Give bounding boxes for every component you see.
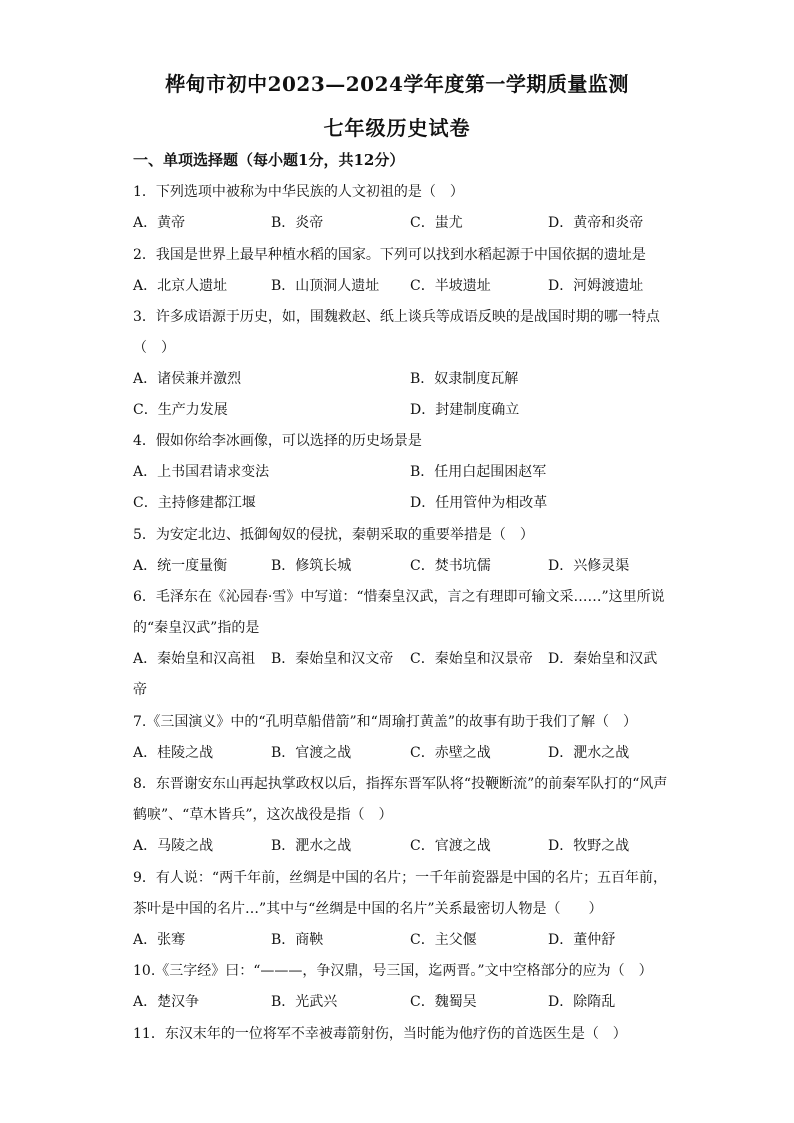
question-10-options — [133, 991, 693, 1013]
option-d: D．兴修灵渠 — [548, 558, 630, 574]
option-b: B．淝水之战 — [271, 838, 352, 854]
question-5: 5．为安定北边、抵御匈奴的侵扰，秦朝采取的重要举措是（ ） — [133, 527, 534, 543]
option-c: C．赤壁之战 — [410, 745, 491, 761]
option-d: D．黄帝和炎帝 — [548, 215, 644, 231]
option-a: A．诸侯兼并激烈 — [133, 371, 242, 387]
question-3: 3．许多成语源于历史，如，围魏救赵、纸上谈兵等成语反映的是战国时期的哪一特点 — [133, 309, 660, 325]
question-2: 2．我国是世界上最早种植水稻的国家。下列可以找到水稻起源于中国依据的遗址是 — [133, 247, 646, 263]
option-d: D．除隋乱 — [548, 994, 616, 1010]
question-3-continued: （ ） — [133, 340, 175, 356]
option-a: A．楚汉争 — [133, 994, 200, 1010]
option-b: B．任用白起围困赵军 — [410, 464, 547, 480]
option-b: B．秦始皇和汉文帝 — [271, 651, 394, 667]
question-11: 11．东汉末年的一位将军不幸被毒箭射伤，当时能为他疗伤的首选医生是（ ） — [133, 1026, 627, 1042]
question-7-options — [133, 742, 693, 764]
question-2-options — [133, 275, 693, 297]
question-6-continued: 的“秦皇汉武”指的是 — [133, 620, 260, 636]
page-subtitle: 七年级历史试卷 — [323, 116, 471, 140]
question-3-options-row1 — [133, 368, 693, 390]
option-b: B．光武兴 — [271, 994, 338, 1010]
option-c: C．焚书坑儒 — [410, 558, 491, 574]
option-c: C．主父偃 — [410, 932, 477, 948]
question-6: 6．毛泽东在《沁园春·雪》中写道：“惜秦皇汉武，言之有理即可输文采……”这里所说 — [133, 589, 665, 605]
question-4-options-row2 — [133, 492, 693, 514]
option-c: C．魏蜀吴 — [410, 994, 477, 1010]
question-6-option-d-wrap: 帝 — [133, 682, 147, 698]
question-8-options — [133, 835, 693, 857]
option-a: A．桂陵之战 — [133, 745, 214, 761]
question-8: 8．东晋谢安东山再起执掌政权以后，指挥东晋军队将“投鞭断流”的前秦军队打的“风声 — [133, 776, 668, 792]
option-d: D．封建制度确立 — [410, 402, 520, 418]
option-b: B．官渡之战 — [271, 745, 352, 761]
option-a: A．黄帝 — [133, 215, 186, 231]
option-a: A．上书国君请求变法 — [133, 464, 270, 480]
option-d: D．牧野之战 — [548, 838, 630, 854]
option-c: C．主持修建都江堰 — [133, 495, 256, 511]
section-heading: 一、单项选择题（每小题1分，共12分） — [133, 151, 405, 169]
option-c: C．蚩尤 — [410, 215, 463, 231]
option-b: B．修筑长城 — [271, 558, 352, 574]
question-3-options-row2 — [133, 399, 693, 421]
question-4-options-row1 — [133, 461, 693, 483]
option-d: D．淝水之战 — [548, 745, 630, 761]
question-1: 1．下列选项中被称为中华民族的人文初祖的是（ ） — [133, 184, 464, 200]
option-d: D．秦始皇和汉武 — [548, 651, 658, 667]
question-4: 4．假如你给李冰画像，可以选择的历史场景是 — [133, 433, 422, 449]
option-d: D．董仲舒 — [548, 932, 616, 948]
option-c: C．生产力发展 — [133, 402, 228, 418]
question-6-options — [133, 648, 693, 670]
question-1-options — [133, 212, 693, 234]
option-c: C．半坡遗址 — [410, 278, 491, 294]
page-title: 桦甸市初中2023—2024学年度第一学期质量监测 — [165, 72, 629, 96]
question-8-continued: 鹤唳”、“草木皆兵”，这次战役是指（ ） — [133, 807, 393, 823]
option-a: A．北京人遗址 — [133, 278, 228, 294]
option-a: A．秦始皇和汉高祖 — [133, 651, 256, 667]
question-5-options — [133, 555, 693, 577]
option-c: C．官渡之战 — [410, 838, 491, 854]
option-d: D．河姆渡遗址 — [548, 278, 644, 294]
option-a: A．统一度量衡 — [133, 558, 228, 574]
question-9-continued: 茶叶是中国的名片…”其中与“丝绸是中国的名片”关系最密切人物是（ ） — [133, 901, 603, 917]
question-9-options — [133, 929, 693, 951]
option-d: D．任用管仲为相改革 — [410, 495, 548, 511]
option-a: A．马陵之战 — [133, 838, 214, 854]
option-a: A．张骞 — [133, 932, 186, 948]
option-c: C．秦始皇和汉景帝 — [410, 651, 533, 667]
option-b: B．炎帝 — [271, 215, 324, 231]
option-b: B．山顶洞人遗址 — [271, 278, 380, 294]
question-9: 9．有人说：“两千年前，丝绸是中国的名片；一千年前瓷器是中国的名片；五百年前， — [133, 870, 668, 886]
question-10: 10.《三字经》曰：“———，争汉鼎，号三国，迄两晋。”文中空格部分的应为（ ） — [133, 963, 653, 979]
option-b: B．奴隶制度瓦解 — [410, 371, 519, 387]
option-b: B．商鞅 — [271, 932, 324, 948]
question-7: 7.《三国演义》中的“孔明草船借箭”和“周瑜打黄盖”的故事有助于我们了解（ ） — [133, 714, 637, 730]
